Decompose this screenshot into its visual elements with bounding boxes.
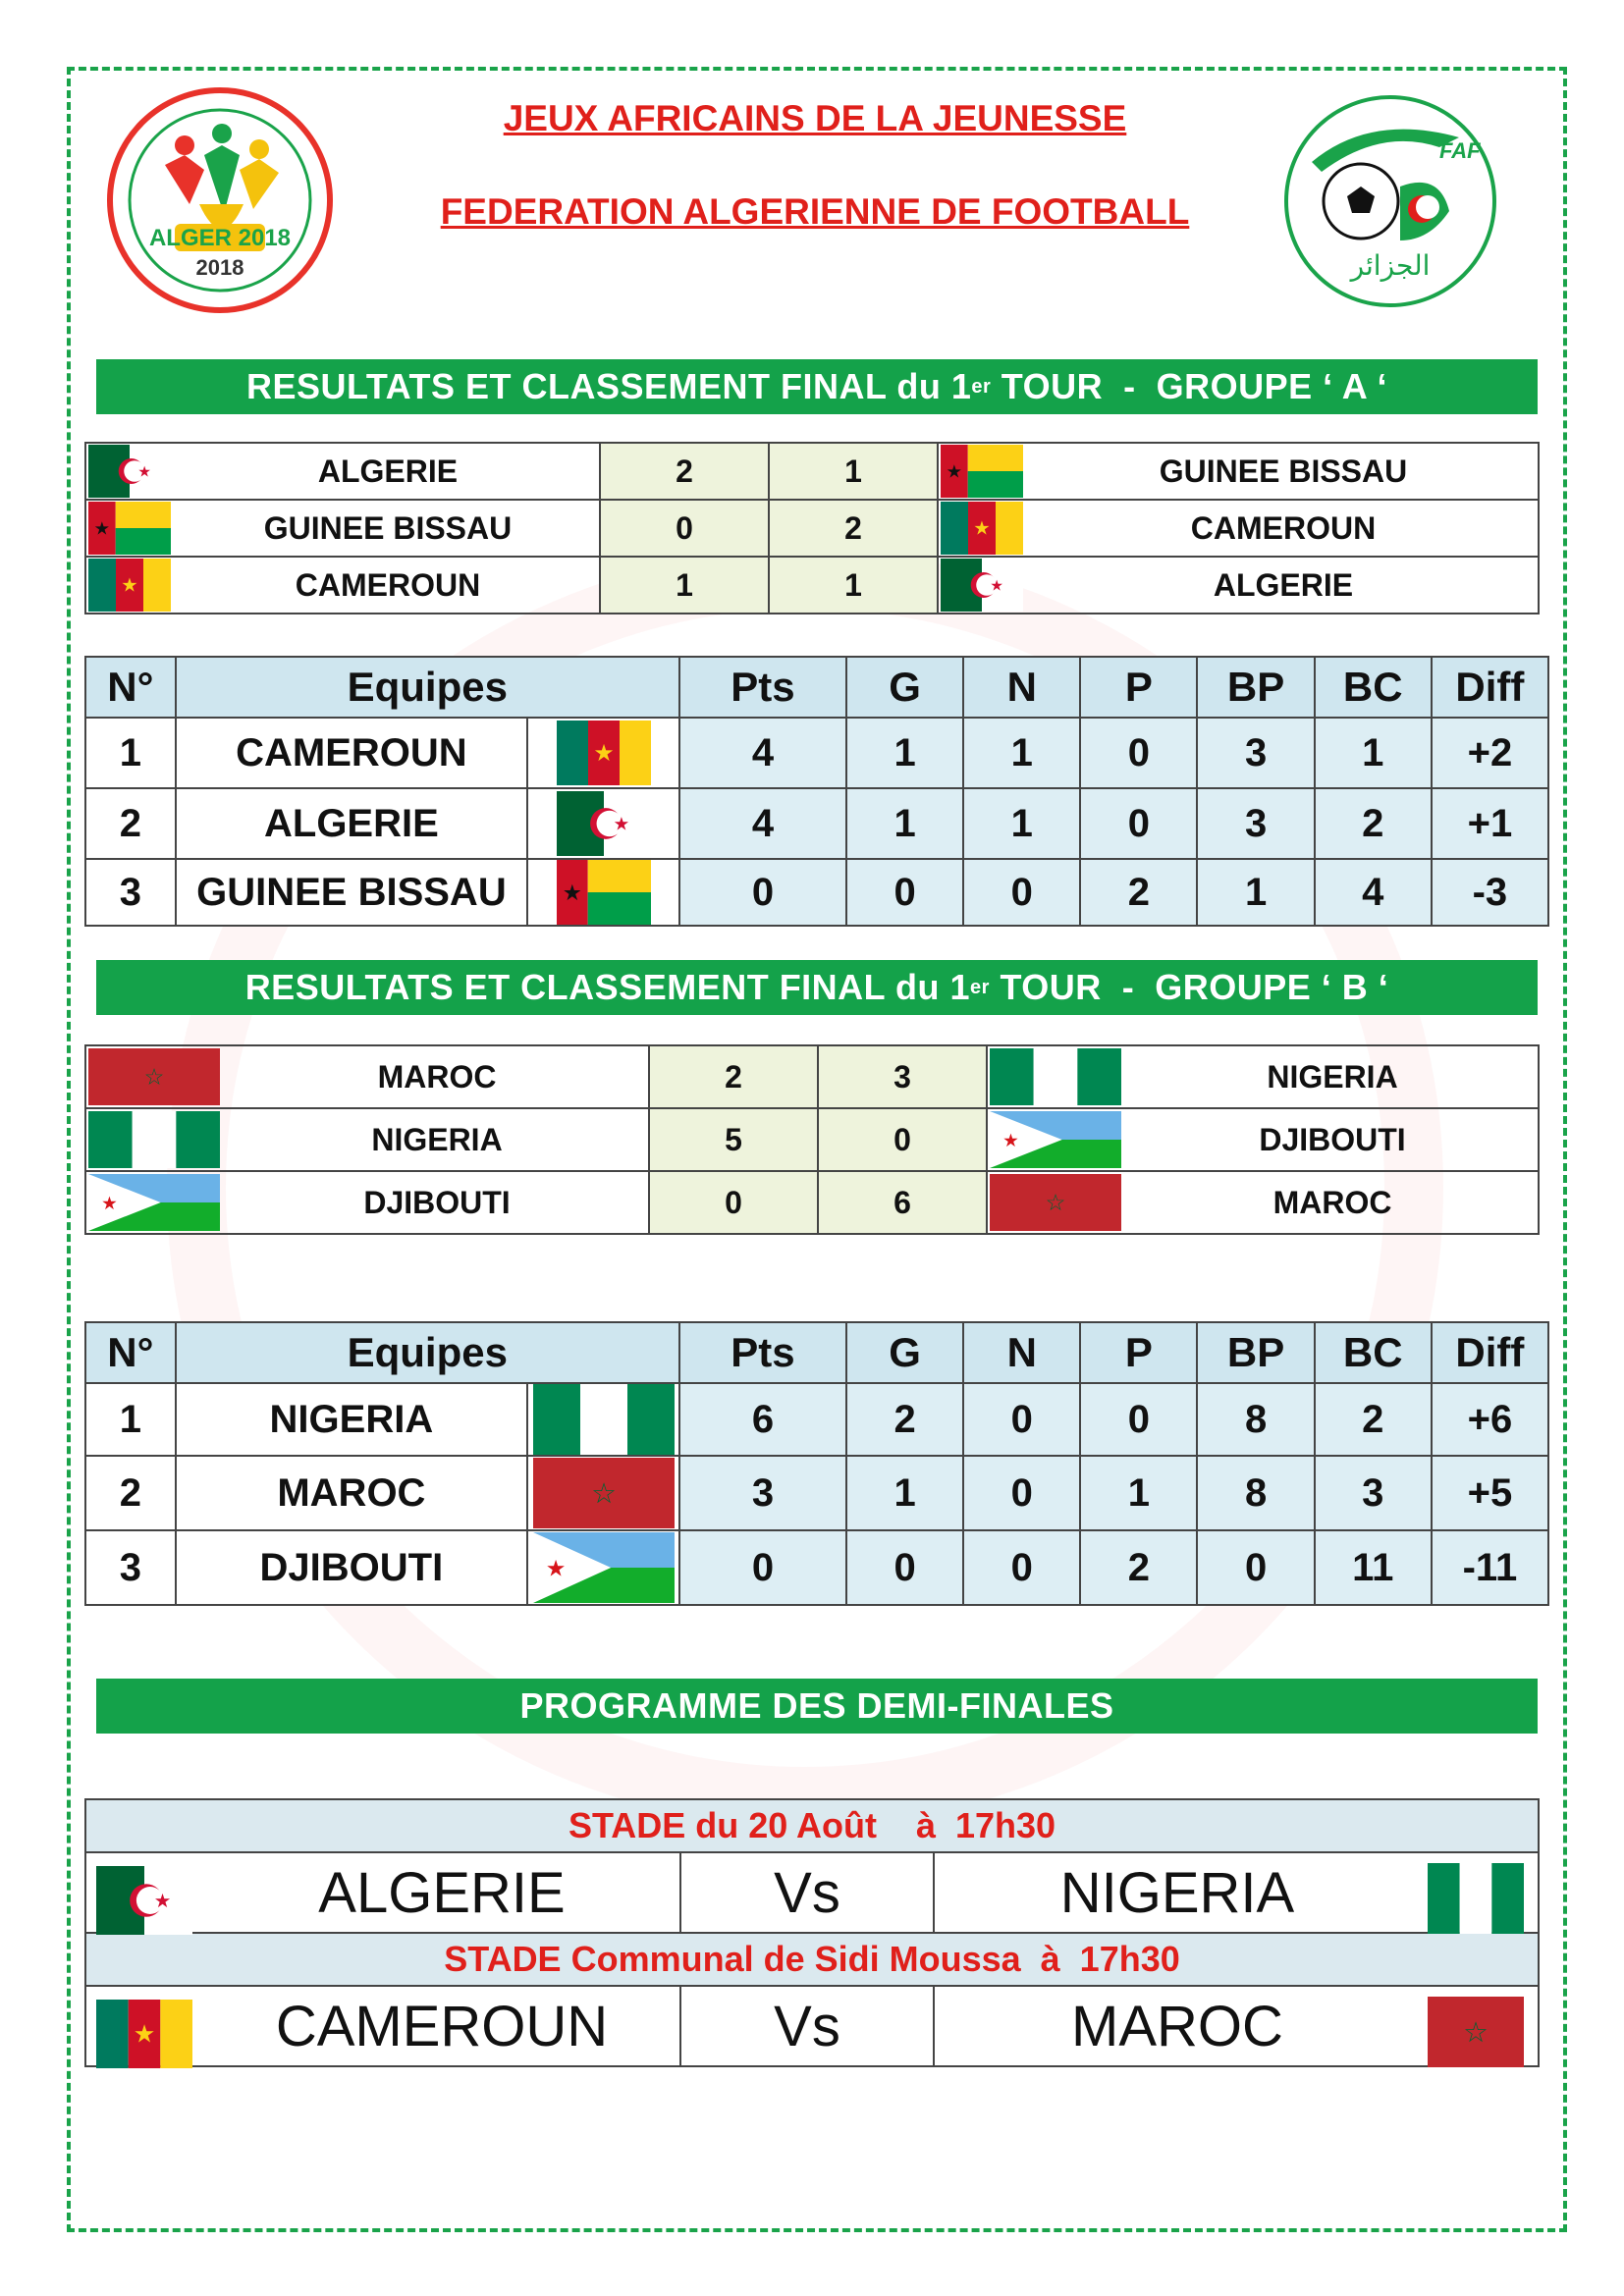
stat-p: 0 <box>1080 1383 1197 1456</box>
standings-row <box>85 1456 1548 1530</box>
svg-text:☆: ☆ <box>590 1476 617 1511</box>
stat-nul: 0 <box>963 1530 1080 1605</box>
flag-morocco-icon <box>533 1458 675 1528</box>
stat-p: 0 <box>1080 788 1197 859</box>
stat-bp: 3 <box>1197 788 1314 859</box>
svg-text:★: ★ <box>562 880 582 906</box>
flag-cameroon-icon <box>96 2000 192 2068</box>
flag-algeria-icon <box>557 791 651 856</box>
home-team: NIGERIA <box>226 1108 649 1171</box>
standings-header: G <box>846 1322 963 1383</box>
semis-program <box>84 1798 1540 2067</box>
standings-row <box>85 1530 1548 1605</box>
stat-g: 1 <box>846 718 963 788</box>
stat-diff: +2 <box>1432 718 1548 788</box>
svg-text:☆: ☆ <box>1045 1190 1066 1217</box>
svg-text:★: ★ <box>133 2019 156 2049</box>
stat-nul: 1 <box>963 788 1080 859</box>
standings-header: P <box>1080 1322 1197 1383</box>
stat-bp: 8 <box>1197 1383 1314 1456</box>
standings-header: Diff <box>1432 1322 1548 1383</box>
standings-header: BC <box>1315 1322 1432 1383</box>
flag-morocco-icon <box>1428 1997 1524 2067</box>
stat-g: 0 <box>846 1530 963 1605</box>
standings-header: N° <box>85 1322 176 1383</box>
svg-text:★: ★ <box>592 738 615 767</box>
stat-p: 2 <box>1080 859 1197 926</box>
home-score: 0 <box>649 1171 818 1234</box>
semi-home-team: CAMEROUN <box>275 1994 609 2058</box>
stat-p: 2 <box>1080 1530 1197 1605</box>
standings-header: G <box>846 657 963 718</box>
stat-diff: +5 <box>1432 1456 1548 1530</box>
venue-row <box>85 1799 1539 1852</box>
stat-bp: 0 <box>1197 1530 1314 1605</box>
header-line1: JEUX AFRICAINS DE LA JEUNESSE <box>503 98 1127 138</box>
stat-p: 1 <box>1080 1456 1197 1530</box>
standings-header: Pts <box>679 1322 846 1383</box>
away-team: MAROC <box>1127 1171 1539 1234</box>
team-name: DJIBOUTI <box>176 1530 527 1605</box>
vs-label: Vs <box>680 1986 934 2066</box>
header-line2: FEDERATION ALGERIENNE DE FOOTBALL <box>440 191 1190 232</box>
home-team: MAROC <box>226 1045 649 1108</box>
svg-text:2018: 2018 <box>195 255 244 280</box>
svg-text:★: ★ <box>93 518 111 540</box>
group-b-results <box>84 1044 1540 1235</box>
stat-diff: -3 <box>1432 859 1548 926</box>
away-score: 1 <box>769 557 938 614</box>
away-score: 1 <box>769 443 938 500</box>
standings-row <box>85 718 1548 788</box>
flag-morocco-icon <box>88 1048 220 1105</box>
stat-bp: 1 <box>1197 859 1314 926</box>
home-team: GUINEE BISSAU <box>177 500 600 557</box>
flag-nigeria-icon <box>990 1048 1121 1105</box>
rank: 2 <box>85 788 176 859</box>
stat-p: 0 <box>1080 718 1197 788</box>
stat-g: 0 <box>846 859 963 926</box>
semi-home-team: ALGERIE <box>318 1860 566 1925</box>
flag-nigeria-icon <box>1428 1863 1524 1934</box>
venue: STADE du 20 Août à 17h30 <box>85 1799 1539 1852</box>
standings-header: N <box>963 657 1080 718</box>
standings-row <box>85 788 1548 859</box>
home-team: ALGERIE <box>177 443 600 500</box>
home-score: 5 <box>649 1108 818 1171</box>
group-a-standings <box>84 656 1549 927</box>
logo-left-text: ALGER 2018 <box>148 225 292 251</box>
group-a-banner: RESULTATS ET CLASSEMENT FINAL du 1 er TOUR - GROUPE ‘ A ‘ <box>96 359 1538 414</box>
svg-text:★: ★ <box>973 516 991 540</box>
semi-away-team: MAROC <box>1071 1994 1283 2058</box>
stat-diff: +1 <box>1432 788 1548 859</box>
away-team: ALGERIE <box>1029 557 1539 614</box>
stat-bc: 3 <box>1315 1456 1432 1530</box>
match-row <box>85 1852 1539 1933</box>
vs-label: Vs <box>680 1852 934 1933</box>
flag-guinea-bissau-icon <box>557 860 651 925</box>
flag-guinea-bissau-icon <box>941 445 1023 498</box>
home-score: 2 <box>600 443 769 500</box>
result-row <box>85 1108 1539 1171</box>
stat-bc: 2 <box>1315 1383 1432 1456</box>
svg-text:☆: ☆ <box>143 1064 165 1092</box>
stat-pts: 4 <box>679 718 846 788</box>
standings-header: Diff <box>1432 657 1548 718</box>
stat-bc: 4 <box>1315 859 1432 926</box>
home-team: CAMEROUN <box>177 557 600 614</box>
away-team: GUINEE BISSAU <box>1029 443 1539 500</box>
result-row <box>85 443 1539 500</box>
flag-cameroon-icon <box>941 502 1023 555</box>
flag-cameroon-icon <box>88 559 171 612</box>
team-name: NIGERIA <box>176 1383 527 1456</box>
semi-away-team: NIGERIA <box>1059 1860 1295 1925</box>
standings-header: P <box>1080 657 1197 718</box>
stat-bc: 1 <box>1315 718 1432 788</box>
stat-diff: +6 <box>1432 1383 1548 1456</box>
alger-2018-logo <box>106 86 334 314</box>
group-b-banner: RESULTATS ET CLASSEMENT FINAL du 1 er TOUR - GROUPE ‘ B ‘ <box>96 960 1538 1015</box>
flag-morocco-icon <box>990 1174 1121 1231</box>
stat-nul: 0 <box>963 1383 1080 1456</box>
rank: 1 <box>85 718 176 788</box>
stat-bp: 8 <box>1197 1456 1314 1530</box>
away-score: 6 <box>818 1171 987 1234</box>
stat-bc: 2 <box>1315 788 1432 859</box>
stat-nul: 1 <box>963 718 1080 788</box>
home-score: 0 <box>600 500 769 557</box>
standings-header: N <box>963 1322 1080 1383</box>
away-score: 2 <box>769 500 938 557</box>
venue-row <box>85 1933 1539 1986</box>
stat-bp: 3 <box>1197 718 1314 788</box>
away-team: NIGERIA <box>1127 1045 1539 1108</box>
svg-text:★: ★ <box>121 573 138 597</box>
stat-g: 1 <box>846 788 963 859</box>
stat-nul: 0 <box>963 1456 1080 1530</box>
standings-row <box>85 1383 1548 1456</box>
team-name: ALGERIE <box>176 788 527 859</box>
stat-pts: 6 <box>679 1383 846 1456</box>
stat-bc: 11 <box>1315 1530 1432 1605</box>
away-score: 0 <box>818 1108 987 1171</box>
flag-djibouti-icon <box>88 1174 220 1231</box>
svg-text:★: ★ <box>137 462 151 481</box>
standings-header: BP <box>1197 657 1314 718</box>
group-b-standings <box>84 1321 1549 1606</box>
stat-nul: 0 <box>963 859 1080 926</box>
rank: 3 <box>85 859 176 926</box>
home-score: 1 <box>600 557 769 614</box>
logo-right-arabic: الجزائر <box>1350 249 1431 282</box>
standings-header: N° <box>85 657 176 718</box>
group-a-results <box>84 442 1540 614</box>
result-row <box>85 500 1539 557</box>
svg-text:★: ★ <box>1002 1130 1019 1151</box>
logo-right-text: FAF <box>1439 138 1481 163</box>
standings-row <box>85 859 1548 926</box>
flag-nigeria-icon <box>533 1384 675 1455</box>
rank: 1 <box>85 1383 176 1456</box>
svg-text:★: ★ <box>990 576 1003 595</box>
flag-algeria-icon <box>96 1866 192 1935</box>
standings-header: BP <box>1197 1322 1314 1383</box>
svg-text:★: ★ <box>545 1556 566 1582</box>
flag-djibouti-icon <box>990 1111 1121 1168</box>
stat-g: 2 <box>846 1383 963 1456</box>
team-name: GUINEE BISSAU <box>176 859 527 926</box>
team-name: CAMEROUN <box>176 718 527 788</box>
rank: 2 <box>85 1456 176 1530</box>
faf-logo <box>1282 93 1498 309</box>
stat-pts: 0 <box>679 859 846 926</box>
flag-algeria-icon <box>941 559 1023 612</box>
stat-g: 1 <box>846 1456 963 1530</box>
stat-pts: 4 <box>679 788 846 859</box>
rank: 3 <box>85 1530 176 1605</box>
stat-pts: 3 <box>679 1456 846 1530</box>
away-team: CAMEROUN <box>1029 500 1539 557</box>
result-row <box>85 1171 1539 1234</box>
away-team: DJIBOUTI <box>1127 1108 1539 1171</box>
team-name: MAROC <box>176 1456 527 1530</box>
flag-guinea-bissau-icon <box>88 502 171 555</box>
venue: STADE Communal de Sidi Moussa à 17h30 <box>85 1933 1539 1986</box>
away-score: 3 <box>818 1045 987 1108</box>
svg-text:★: ★ <box>946 461 963 483</box>
standings-header: Pts <box>679 657 846 718</box>
result-row <box>85 1045 1539 1108</box>
stat-pts: 0 <box>679 1530 846 1605</box>
standings-header: Equipes <box>176 1322 679 1383</box>
svg-text:★: ★ <box>613 814 629 835</box>
home-team: DJIBOUTI <box>226 1171 649 1234</box>
flag-djibouti-icon <box>533 1532 675 1603</box>
svg-text:☆: ☆ <box>1463 2014 1489 2049</box>
standings-header: Equipes <box>176 657 679 718</box>
match-row <box>85 1986 1539 2066</box>
svg-text:★: ★ <box>101 1193 118 1214</box>
flag-cameroon-icon <box>557 721 651 785</box>
flag-nigeria-icon <box>88 1111 220 1168</box>
result-row <box>85 557 1539 614</box>
semis-banner: PROGRAMME DES DEMI-FINALES <box>96 1679 1538 1734</box>
standings-header: BC <box>1315 657 1432 718</box>
home-score: 2 <box>649 1045 818 1108</box>
stat-diff: -11 <box>1432 1530 1548 1605</box>
svg-text:★: ★ <box>153 1889 172 1912</box>
flag-algeria-icon <box>88 445 171 498</box>
